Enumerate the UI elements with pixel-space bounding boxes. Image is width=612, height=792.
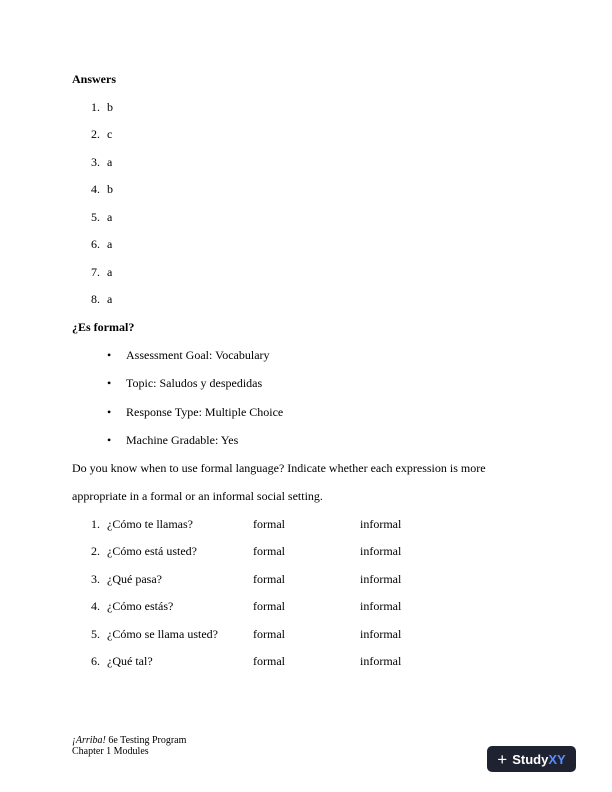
answer-value: b	[107, 100, 113, 114]
item-number: 6.	[91, 237, 100, 251]
question-text: ¿Qué tal?	[107, 654, 153, 668]
item-number: 3.	[91, 155, 100, 169]
item-number: 1.	[91, 517, 100, 531]
meta-text: Topic: Saludos y despedidas	[126, 376, 263, 390]
item-number: 1.	[91, 100, 100, 114]
question-text: ¿Cómo está usted?	[107, 544, 197, 558]
meta-text: Machine Gradable: Yes	[126, 433, 239, 447]
studyxy-badge[interactable]	[487, 746, 576, 772]
footer-line-2: Chapter 1 Modules	[72, 746, 149, 757]
bullet-icon: •	[107, 433, 112, 447]
answer-value: a	[107, 237, 113, 251]
footer-edition: 6e Testing Program	[105, 735, 187, 746]
item-number: 4.	[91, 599, 100, 613]
meta-text: Response Type: Multiple Choice	[126, 405, 284, 419]
plus-icon: +	[497, 749, 508, 769]
section-heading: ¿Es formal?	[72, 320, 135, 334]
item-number: 8.	[91, 292, 100, 306]
answer-value: b	[107, 182, 113, 196]
option-informal: informal	[360, 599, 402, 613]
option-informal: informal	[360, 572, 402, 586]
item-number: 6.	[91, 654, 100, 668]
question-text: ¿Cómo te llamas?	[107, 517, 193, 531]
option-formal: formal	[253, 517, 285, 531]
answer-value: c	[107, 127, 113, 141]
option-informal: informal	[360, 517, 402, 531]
question-text: ¿Cómo estás?	[107, 599, 174, 613]
option-formal: formal	[253, 627, 285, 641]
footer	[72, 735, 186, 757]
question-text: ¿Cómo se llama usted?	[107, 627, 218, 641]
answer-value: a	[107, 155, 113, 169]
badge-text-accent: XY	[548, 751, 566, 767]
footer-line-1	[72, 735, 186, 746]
item-number: 2.	[91, 127, 100, 141]
instructions-line-2: appropriate in a formal or an informal social setting.	[72, 489, 323, 503]
option-formal: formal	[253, 599, 285, 613]
answer-value: a	[107, 265, 113, 279]
option-informal: informal	[360, 627, 402, 641]
option-informal: informal	[360, 654, 402, 668]
answers-heading: Answers	[72, 72, 116, 86]
option-formal: formal	[253, 654, 285, 668]
bullet-icon: •	[107, 405, 112, 419]
option-informal: informal	[360, 544, 402, 558]
item-number: 4.	[91, 182, 100, 196]
item-number: 5.	[91, 210, 100, 224]
item-number: 3.	[91, 572, 100, 586]
footer-book-title: ¡Arriba!	[72, 735, 106, 746]
option-formal: formal	[253, 572, 285, 586]
instructions-line-1: Do you know when to use formal language? Indicate whether each expression is more	[72, 461, 486, 475]
question-text: ¿Qué pasa?	[107, 572, 162, 586]
answer-value: a	[107, 292, 113, 306]
bullet-icon: •	[107, 348, 112, 362]
answer-value: a	[107, 210, 113, 224]
bullet-icon: •	[107, 376, 112, 390]
item-number: 2.	[91, 544, 100, 558]
item-number: 7.	[91, 265, 100, 279]
meta-text: Assessment Goal: Vocabulary	[126, 348, 270, 362]
option-formal: formal	[253, 544, 285, 558]
item-number: 5.	[91, 627, 100, 641]
badge-text-main: Study	[512, 751, 549, 767]
